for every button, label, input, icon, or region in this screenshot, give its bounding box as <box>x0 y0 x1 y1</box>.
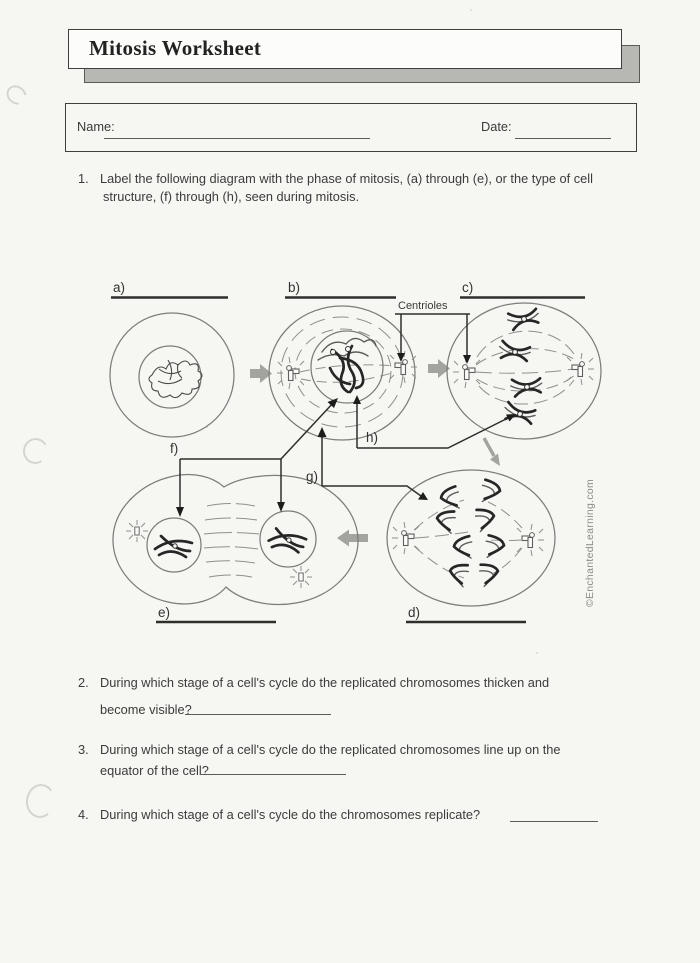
spindle-fibers <box>476 331 578 404</box>
scan-mark-top <box>3 81 31 108</box>
cell-b-prophase <box>269 306 417 440</box>
label-h-callout <box>353 395 516 448</box>
q4-answer-blank <box>510 821 598 822</box>
cell-membrane <box>113 474 358 604</box>
title-box <box>68 29 622 69</box>
q2-number: 2. <box>78 675 89 690</box>
q1-text-line1: Label the following diagram with the phase of mitosis, (a) through (e), or the type of cell <box>100 171 593 186</box>
date-blank-line <box>515 138 611 139</box>
q3-answer-blank <box>200 774 346 775</box>
scan-mark-middle <box>20 435 51 466</box>
label-e-text: e) <box>158 605 171 620</box>
label-a <box>111 280 228 298</box>
q3-text-line2: equator of the cell? <box>100 763 209 778</box>
q2-text-line1: During which stage of a cell's cycle do the replicated chromosomes thicken and <box>100 675 550 690</box>
flow-arrow-c-to-d <box>484 438 500 466</box>
aster-right <box>290 566 312 588</box>
label-c <box>460 280 585 298</box>
q1-number: 1. <box>78 171 89 186</box>
flow-arrow-d-to-e <box>337 530 368 547</box>
scan-mark-bottom <box>24 782 57 820</box>
label-g-text: g) <box>306 469 319 484</box>
scan-speck <box>470 9 472 11</box>
aster-left <box>126 520 148 542</box>
label-h-text: h) <box>366 430 379 445</box>
watermark: ©EnchantedLearning.com <box>584 478 596 608</box>
q1-text-line2: structure, (f) through (h), seen during mitosis. <box>103 189 360 204</box>
centriole-left <box>277 357 304 389</box>
q4-text: During which stage of a cell's cycle do the chromosomes replicate? <box>100 807 481 822</box>
cell-c-metaphase <box>447 303 601 439</box>
q3-text-line1: During which stage of a cell's cycle do the replicated chromosomes line up on the <box>100 742 561 757</box>
name-label: Name: <box>77 119 115 134</box>
chromatin-tangle <box>149 360 202 398</box>
q3-number: 3. <box>78 742 89 757</box>
q2-text-line2: become visible? <box>100 702 192 717</box>
centriole-left <box>392 522 419 554</box>
metaphase-chromosomes <box>498 307 543 426</box>
name-date-box <box>65 103 637 152</box>
centriole-right <box>517 524 544 556</box>
name-blank-line <box>104 138 370 139</box>
telophase-chromosomes-left <box>155 536 192 557</box>
q4-number: 4. <box>78 807 89 822</box>
scan-speck <box>536 652 538 654</box>
q2-answer-blank <box>185 714 331 715</box>
label-b-text: b) <box>288 280 301 295</box>
anaphase-chromosomes-right <box>475 479 505 586</box>
centrioles-label: Centrioles <box>398 300 448 312</box>
anaphase-chromosomes-left <box>435 486 473 587</box>
telophase-chromosomes-right <box>268 528 307 553</box>
nuclear-membrane <box>139 346 201 408</box>
cell-e-telophase <box>113 474 358 604</box>
label-d-text: d) <box>408 605 421 620</box>
label-d <box>406 605 526 622</box>
label-e <box>156 605 276 622</box>
date-label: Date: <box>481 119 512 134</box>
label-a-text: a) <box>113 280 126 295</box>
midbody-fibers <box>204 504 259 578</box>
label-c-text: c) <box>462 280 474 295</box>
centrioles-callout <box>395 300 471 364</box>
cell-membrane <box>110 313 234 437</box>
mitosis-diagram <box>90 278 610 630</box>
label-b <box>285 280 396 298</box>
page-title: Mitosis Worksheet <box>89 36 262 60</box>
label-f-text: f) <box>170 441 179 456</box>
cell-a-interphase <box>110 313 234 437</box>
label-f-callout <box>170 398 338 517</box>
